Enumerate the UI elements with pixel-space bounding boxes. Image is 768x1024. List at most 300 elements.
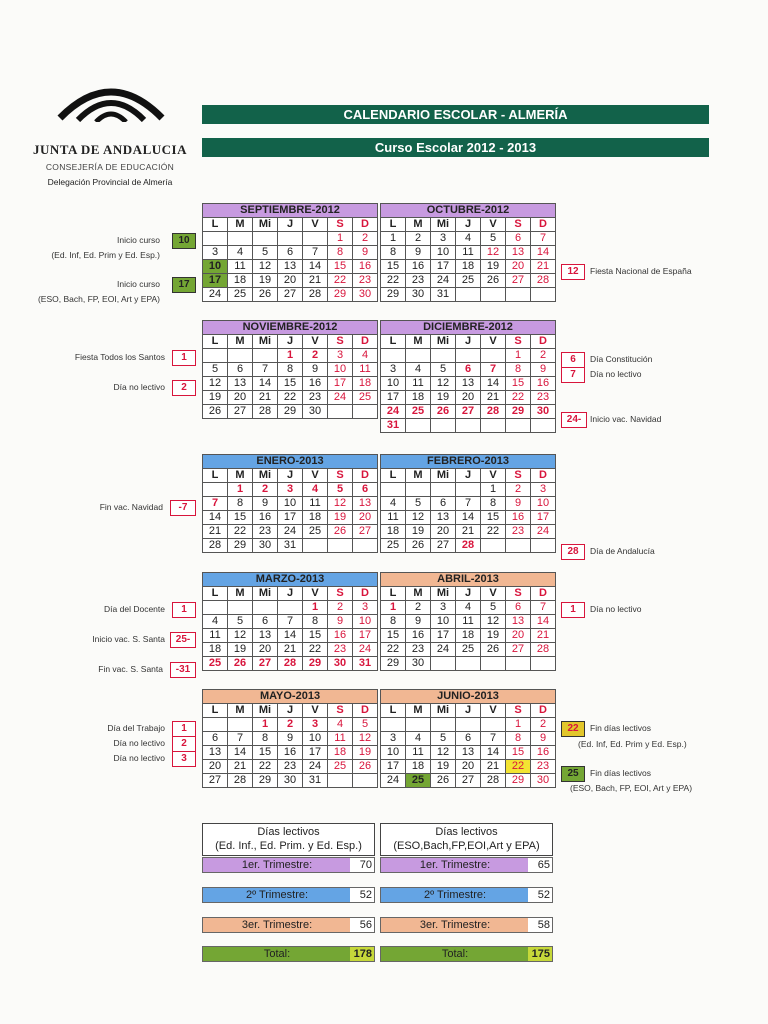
trimester-label: 3er. Trimestre: (241, 919, 313, 931)
day-cell: 24 (278, 525, 303, 539)
day-cell: 3 (431, 601, 456, 615)
day-cell: 2 (328, 601, 353, 615)
day-cell: 10 (203, 260, 228, 274)
day-cell: 4 (353, 349, 378, 363)
empty-cell (381, 483, 406, 497)
weekday-header: J (456, 335, 481, 349)
day-cell: 21 (228, 760, 253, 774)
weekday-header: M (406, 218, 431, 232)
day-cell: 8 (506, 732, 531, 746)
day-cell: 18 (353, 377, 378, 391)
weekday-header: D (353, 335, 378, 349)
day-cell: 18 (203, 643, 228, 657)
right-note: Día de Andalucía (590, 546, 655, 556)
weekday-header: Mi (253, 469, 278, 483)
empty-cell (531, 539, 556, 553)
left-note: Día no lectivo (113, 382, 165, 392)
day-cell: 6 (506, 232, 531, 246)
day-cell: 18 (406, 391, 431, 405)
day-cell: 1 (381, 232, 406, 246)
empty-cell (481, 419, 506, 433)
day-cell: 16 (531, 746, 556, 760)
weekday-header: V (303, 587, 328, 601)
day-cell: 17 (303, 746, 328, 760)
weekday-header: Mi (431, 704, 456, 718)
weekday-header: S (328, 704, 353, 718)
date-badge: 25 (561, 766, 585, 782)
month-noviembre-2012 (202, 320, 378, 419)
day-cell: 6 (431, 497, 456, 511)
weekday-header: V (481, 587, 506, 601)
day-cell: 4 (203, 615, 228, 629)
trimester-days: 178 (350, 947, 374, 961)
day-cell: 23 (253, 525, 278, 539)
empty-cell (481, 539, 506, 553)
day-cell: 15 (303, 629, 328, 643)
day-cell: 19 (431, 391, 456, 405)
day-cell: 9 (303, 363, 328, 377)
right-note: Inicio vac. Navidad (590, 414, 662, 424)
day-cell: 13 (506, 246, 531, 260)
day-cell: 31 (353, 657, 378, 671)
day-cell: 5 (431, 732, 456, 746)
weekday-header: S (328, 218, 353, 232)
weekday-header: Mi (253, 335, 278, 349)
day-cell: 12 (481, 246, 506, 260)
day-cell: 24 (203, 288, 228, 302)
day-cell: 20 (506, 260, 531, 274)
day-cell: 30 (406, 657, 431, 671)
day-cell: 27 (228, 405, 253, 419)
day-cell: 23 (531, 760, 556, 774)
day-cell: 9 (353, 246, 378, 260)
summary-title: Días lectivos (257, 826, 320, 838)
weekday-header: D (531, 335, 556, 349)
weekday-header: L (203, 469, 228, 483)
day-cell: 3 (278, 483, 303, 497)
month-diciembre-2012 (380, 320, 556, 433)
weekday-header: Mi (431, 469, 456, 483)
day-cell: 20 (278, 274, 303, 288)
day-cell: 27 (278, 288, 303, 302)
weekday-header: M (228, 469, 253, 483)
left-note: Fin vac. Navidad (99, 502, 163, 512)
day-cell: 22 (328, 274, 353, 288)
day-cell: 24 (328, 391, 353, 405)
day-cell: 17 (381, 760, 406, 774)
day-cell: 22 (303, 643, 328, 657)
day-cell: 25 (353, 391, 378, 405)
day-cell: 4 (328, 718, 353, 732)
day-cell: 20 (456, 760, 481, 774)
day-cell: 16 (278, 746, 303, 760)
day-cell: 28 (278, 657, 303, 671)
logo-consejeria: CONSEJERÍA DE EDUCACIÓN (45, 162, 175, 172)
day-cell: 8 (506, 363, 531, 377)
day-cell: 14 (228, 746, 253, 760)
day-cell: 21 (303, 274, 328, 288)
day-cell: 28 (253, 405, 278, 419)
right-note: Fin días lectivos (590, 723, 651, 733)
day-cell: 28 (481, 774, 506, 788)
month-title: DICIEMBRE-2012 (381, 321, 556, 335)
empty-cell (456, 657, 481, 671)
right-note: Fiesta Nacional de España (590, 266, 692, 276)
day-cell: 31 (381, 419, 406, 433)
day-cell: 24 (431, 274, 456, 288)
empty-cell (353, 539, 378, 553)
empty-cell (406, 349, 431, 363)
day-cell: 25 (228, 288, 253, 302)
day-cell: 22 (228, 525, 253, 539)
weekday-header: Mi (431, 587, 456, 601)
day-cell: 4 (456, 232, 481, 246)
day-cell: 30 (353, 288, 378, 302)
day-cell: 20 (456, 391, 481, 405)
trimester-label: 2º Trimestre: (245, 889, 309, 901)
month-junio-2013 (380, 689, 556, 788)
day-cell: 29 (506, 405, 531, 419)
day-cell: 13 (353, 497, 378, 511)
day-cell: 26 (481, 643, 506, 657)
day-cell: 9 (278, 732, 303, 746)
empty-cell (531, 419, 556, 433)
summary-row (380, 946, 553, 962)
trimester-label: Total: (441, 948, 469, 960)
day-cell: 21 (456, 525, 481, 539)
day-cell: 30 (531, 405, 556, 419)
day-cell: 16 (328, 629, 353, 643)
summary-header (380, 823, 553, 856)
empty-cell (431, 483, 456, 497)
day-cell: 7 (253, 363, 278, 377)
trimester-days: 175 (528, 947, 552, 961)
day-cell: 19 (353, 746, 378, 760)
month-title: ENERO-2013 (203, 455, 378, 469)
right-note: Fin días lectivos (590, 768, 651, 778)
weekday-header: L (381, 587, 406, 601)
day-cell: 23 (278, 760, 303, 774)
weekday-header: J (456, 704, 481, 718)
empty-cell (203, 718, 228, 732)
day-cell: 13 (278, 260, 303, 274)
day-cell: 10 (431, 615, 456, 629)
day-cell: 10 (303, 732, 328, 746)
day-cell: 18 (303, 511, 328, 525)
weekday-header: L (381, 469, 406, 483)
summary-subtitle: (Ed. Inf., Ed. Prim. y Ed. Esp.) (215, 840, 362, 852)
date-badge: -7 (170, 500, 196, 516)
day-cell: 13 (228, 377, 253, 391)
month-title: NOVIEMBRE-2012 (203, 321, 378, 335)
day-cell: 19 (228, 643, 253, 657)
day-cell: 20 (253, 643, 278, 657)
day-cell: 13 (203, 746, 228, 760)
day-cell: 5 (203, 363, 228, 377)
summary-row (202, 857, 375, 873)
empty-cell (353, 405, 378, 419)
empty-cell (456, 288, 481, 302)
day-cell: 20 (228, 391, 253, 405)
empty-cell (203, 349, 228, 363)
day-cell: 18 (456, 260, 481, 274)
date-badge: 2 (172, 380, 196, 396)
weekday-header: D (353, 469, 378, 483)
day-cell: 8 (381, 615, 406, 629)
day-cell: 9 (328, 615, 353, 629)
day-cell: 2 (253, 483, 278, 497)
day-cell: 9 (531, 732, 556, 746)
date-badge: 22 (561, 721, 585, 737)
trimester-label: 1er. Trimestre: (241, 859, 313, 871)
day-cell: 19 (481, 260, 506, 274)
day-cell: 1 (228, 483, 253, 497)
day-cell: 11 (381, 511, 406, 525)
date-badge: 24- (561, 412, 587, 428)
date-badge: 25- (170, 632, 196, 648)
day-cell: 12 (253, 260, 278, 274)
day-cell: 28 (481, 405, 506, 419)
day-cell: 17 (203, 274, 228, 288)
empty-cell (228, 232, 253, 246)
summary-row (380, 917, 553, 933)
day-cell: 30 (328, 657, 353, 671)
day-cell: 28 (531, 274, 556, 288)
day-cell: 19 (203, 391, 228, 405)
day-cell: 15 (506, 746, 531, 760)
empty-cell (328, 539, 353, 553)
day-cell: 20 (431, 525, 456, 539)
month-title: ABRIL-2013 (381, 573, 556, 587)
day-cell: 4 (406, 732, 431, 746)
day-cell: 15 (381, 629, 406, 643)
month-title: OCTUBRE-2012 (381, 204, 556, 218)
left-note: Día del Docente (104, 604, 165, 614)
weekday-header: V (481, 469, 506, 483)
day-cell: 6 (253, 615, 278, 629)
empty-cell (481, 288, 506, 302)
month-octubre-2012 (380, 203, 556, 302)
right-note: Día no lectivo (590, 604, 642, 614)
weekday-header: J (278, 335, 303, 349)
day-cell: 27 (506, 643, 531, 657)
day-cell: 21 (481, 760, 506, 774)
empty-cell (456, 718, 481, 732)
empty-cell (456, 419, 481, 433)
month-title: JUNIO-2013 (381, 690, 556, 704)
day-cell: 3 (353, 601, 378, 615)
day-cell: 3 (328, 349, 353, 363)
date-badge: 1 (561, 602, 585, 618)
date-badge: 1 (172, 350, 196, 366)
day-cell: 28 (228, 774, 253, 788)
date-badge: 10 (172, 233, 196, 249)
day-cell: 15 (278, 377, 303, 391)
day-cell: 5 (481, 601, 506, 615)
day-cell: 24 (353, 643, 378, 657)
day-cell: 15 (381, 260, 406, 274)
empty-cell (203, 483, 228, 497)
day-cell: 23 (328, 643, 353, 657)
day-cell: 24 (531, 525, 556, 539)
day-cell: 16 (506, 511, 531, 525)
weekday-header: V (303, 469, 328, 483)
day-cell: 24 (381, 774, 406, 788)
day-cell: 19 (481, 629, 506, 643)
day-cell: 11 (456, 246, 481, 260)
date-badge: 12 (561, 264, 585, 280)
day-cell: 22 (278, 391, 303, 405)
empty-cell (228, 601, 253, 615)
day-cell: 12 (431, 746, 456, 760)
weekday-header: L (203, 704, 228, 718)
empty-cell (481, 349, 506, 363)
month-title: SEPTIEMBRE-2012 (203, 204, 378, 218)
day-cell: 19 (328, 511, 353, 525)
day-cell: 26 (431, 405, 456, 419)
day-cell: 5 (228, 615, 253, 629)
day-cell: 29 (506, 774, 531, 788)
day-cell: 16 (406, 260, 431, 274)
weekday-header: D (531, 218, 556, 232)
summary-row (380, 887, 553, 903)
empty-cell (253, 232, 278, 246)
logo-delegacion: Delegación Provincial de Almería (47, 177, 173, 187)
day-cell: 22 (506, 760, 531, 774)
day-cell: 12 (228, 629, 253, 643)
weekday-header: M (228, 587, 253, 601)
empty-cell (506, 657, 531, 671)
day-cell: 2 (406, 601, 431, 615)
day-cell: 20 (203, 760, 228, 774)
day-cell: 26 (253, 288, 278, 302)
day-cell: 29 (278, 405, 303, 419)
day-cell: 9 (506, 497, 531, 511)
day-cell: 27 (431, 539, 456, 553)
day-cell: 12 (406, 511, 431, 525)
empty-cell (406, 718, 431, 732)
month-enero-2013 (202, 454, 378, 553)
day-cell: 5 (253, 246, 278, 260)
day-cell: 11 (406, 746, 431, 760)
weekday-header: M (406, 704, 431, 718)
summary-title: Días lectivos (435, 826, 498, 838)
day-cell: 28 (531, 643, 556, 657)
empty-cell (328, 774, 353, 788)
weekday-header: M (228, 218, 253, 232)
day-cell: 15 (253, 746, 278, 760)
day-cell: 17 (328, 377, 353, 391)
weekday-header: D (353, 704, 378, 718)
day-cell: 1 (328, 232, 353, 246)
weekday-header: J (456, 469, 481, 483)
day-cell: 23 (406, 274, 431, 288)
day-cell: 25 (456, 643, 481, 657)
day-cell: 9 (253, 497, 278, 511)
day-cell: 6 (278, 246, 303, 260)
day-cell: 10 (328, 363, 353, 377)
day-cell: 10 (381, 377, 406, 391)
day-cell: 17 (381, 391, 406, 405)
day-cell: 6 (456, 732, 481, 746)
month-septiembre-2012 (202, 203, 378, 302)
weekday-header: S (506, 335, 531, 349)
day-cell: 31 (303, 774, 328, 788)
day-cell: 31 (431, 288, 456, 302)
page-title: CALENDARIO ESCOLAR - ALMERÍA (202, 105, 709, 124)
summary-row (202, 946, 375, 962)
day-cell: 12 (203, 377, 228, 391)
day-cell: 31 (278, 539, 303, 553)
day-cell: 3 (203, 246, 228, 260)
day-cell: 25 (456, 274, 481, 288)
day-cell: 10 (431, 246, 456, 260)
day-cell: 26 (481, 274, 506, 288)
day-cell: 25 (406, 405, 431, 419)
weekday-header: J (456, 218, 481, 232)
right-note: Día no lectivo (590, 369, 642, 379)
left-note: Inicio curso (117, 235, 160, 245)
day-cell: 1 (506, 349, 531, 363)
date-badge: 2 (172, 736, 196, 752)
day-cell: 13 (456, 746, 481, 760)
date-badge: 17 (172, 277, 196, 293)
day-cell: 11 (228, 260, 253, 274)
day-cell: 20 (506, 629, 531, 643)
empty-cell (228, 349, 253, 363)
day-cell: 4 (303, 483, 328, 497)
weekday-header: L (381, 335, 406, 349)
empty-cell (431, 657, 456, 671)
day-cell: 30 (253, 539, 278, 553)
day-cell: 21 (531, 260, 556, 274)
weekday-header: S (506, 218, 531, 232)
weekday-header: S (506, 469, 531, 483)
day-cell: 11 (353, 363, 378, 377)
day-cell: 29 (253, 774, 278, 788)
weekday-header: Mi (253, 704, 278, 718)
trimester-days: 52 (350, 888, 374, 902)
day-cell: 5 (481, 232, 506, 246)
day-cell: 3 (431, 232, 456, 246)
weekday-header: Mi (253, 587, 278, 601)
day-cell: 18 (328, 746, 353, 760)
summary-subtitle: (ESO,Bach,FP,EOI,Art y EPA) (393, 840, 540, 852)
day-cell: 2 (406, 232, 431, 246)
summary-row (202, 917, 375, 933)
date-badge: 1 (172, 602, 196, 618)
weekday-header: L (203, 335, 228, 349)
day-cell: 6 (228, 363, 253, 377)
day-cell: 9 (531, 363, 556, 377)
empty-cell (228, 718, 253, 732)
empty-cell (303, 539, 328, 553)
left-note: Día del Trabajo (107, 723, 165, 733)
day-cell: 23 (406, 643, 431, 657)
day-cell: 1 (278, 349, 303, 363)
day-cell: 11 (203, 629, 228, 643)
day-cell: 24 (303, 760, 328, 774)
month-title: MAYO-2013 (203, 690, 378, 704)
weekday-header: V (303, 335, 328, 349)
weekday-header: J (278, 587, 303, 601)
day-cell: 1 (253, 718, 278, 732)
day-cell: 18 (381, 525, 406, 539)
weekday-header: J (278, 218, 303, 232)
day-cell: 14 (531, 615, 556, 629)
day-cell: 7 (481, 732, 506, 746)
weekday-header: J (278, 469, 303, 483)
